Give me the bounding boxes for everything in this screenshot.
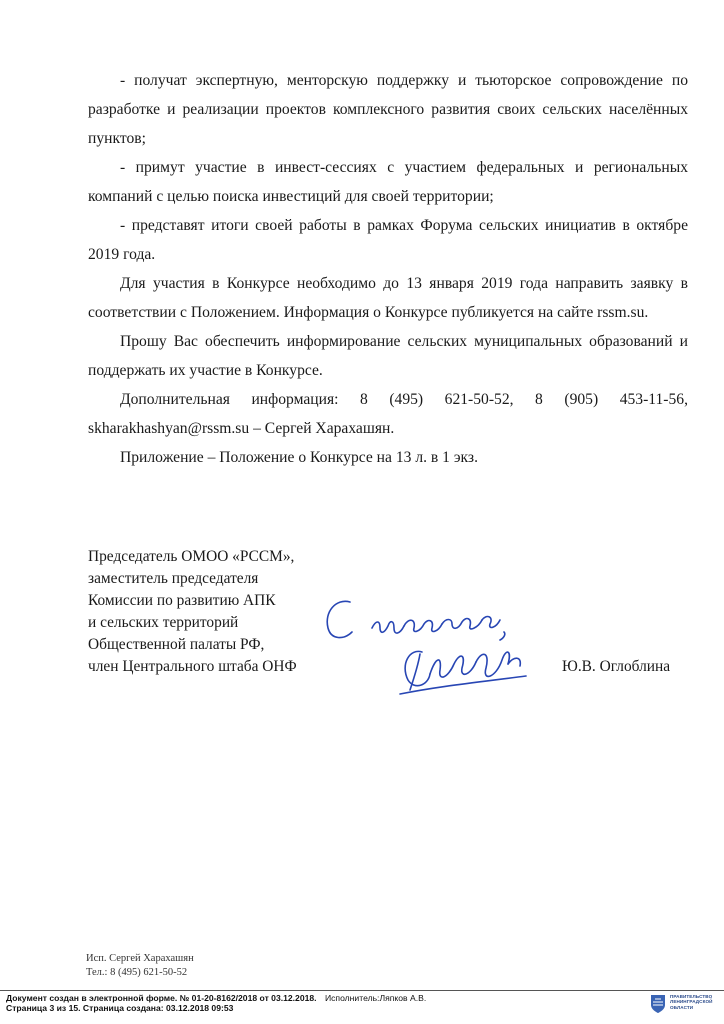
paragraph-request: Прошу Вас обеспечить информирование сельских муниципальных образований и поддержать их участие в Конкурсе.: [88, 333, 688, 379]
signatory-title-line: член Центрального штаба ОНФ: [88, 658, 297, 675]
paragraph-bullet-2: - примут участие в инвест-сессиях с участием федеральных и региональных компаний с целью поиска инвестиций для своей территории;: [88, 159, 688, 205]
document-footer: [6, 993, 646, 1013]
footer-executor: Исполнитель:Ляпков А.В.: [324, 993, 427, 1003]
government-logo: [650, 994, 720, 1020]
handwritten-signature: [310, 590, 570, 710]
signatory-title-line: Комиссии по развитию АПК: [88, 592, 276, 609]
paragraph-participation: Для участия в Конкурсе необходимо до 13 января 2019 года направить заявку в соответствии с Положением. Информация о Конкурсе публикуется на сайте rssm.su.: [88, 275, 688, 321]
letter-body: [88, 66, 688, 472]
paragraph-bullet-1: - получат экспертную, менторскую поддержку и тьюторское сопровождение по разработке и реализации проектов комплексного развития своих сельских населённых пунктов;: [88, 72, 688, 147]
signatory-title-line: Общественной палаты РФ,: [88, 636, 265, 653]
signer-name: Ю.В. Оглоблина: [562, 658, 671, 675]
footer-document-info: Документ создан в электронной форме. № 01-20-8162/2018 от 03.12.2018.: [6, 993, 317, 1003]
logo-line: ЛЕНИНГРАДСКОЙ: [670, 999, 713, 1005]
paragraph-attachment: Приложение – Положение о Конкурсе на 13 л. в 1 экз.: [120, 449, 478, 466]
footer-divider: [0, 990, 724, 991]
paragraph-bullet-3: - представят итоги своей работы в рамках Форума сельских инициатив в октябре 2019 года.: [88, 217, 688, 263]
signatory-title-line: Председатель ОМОО «РССМ»,: [88, 548, 295, 565]
paragraph-contact-info: Дополнительная информация: 8 (495) 621-50-52, 8 (905) 453-11-56, skharakhashyan@rssm.su – Сергей Харахашян.: [88, 391, 688, 437]
footer-page-info: Страница 3 из 15. Страница создана: 03.12.2018 09:53: [6, 1003, 234, 1013]
logo-line: ПРАВИТЕЛЬСТВО: [670, 994, 713, 999]
executor-info: [86, 952, 194, 980]
signatory-title-line: заместитель председателя: [88, 570, 259, 587]
coat-of-arms-icon: [650, 994, 666, 1014]
logo-line: ОБЛАСТИ: [670, 1004, 694, 1010]
executor-phone: Тел.: 8 (495) 621-50-52: [86, 967, 188, 978]
signatory-title-line: и сельских территорий: [88, 614, 239, 631]
executor-name: Исп. Сергей Харахашян: [86, 953, 194, 964]
